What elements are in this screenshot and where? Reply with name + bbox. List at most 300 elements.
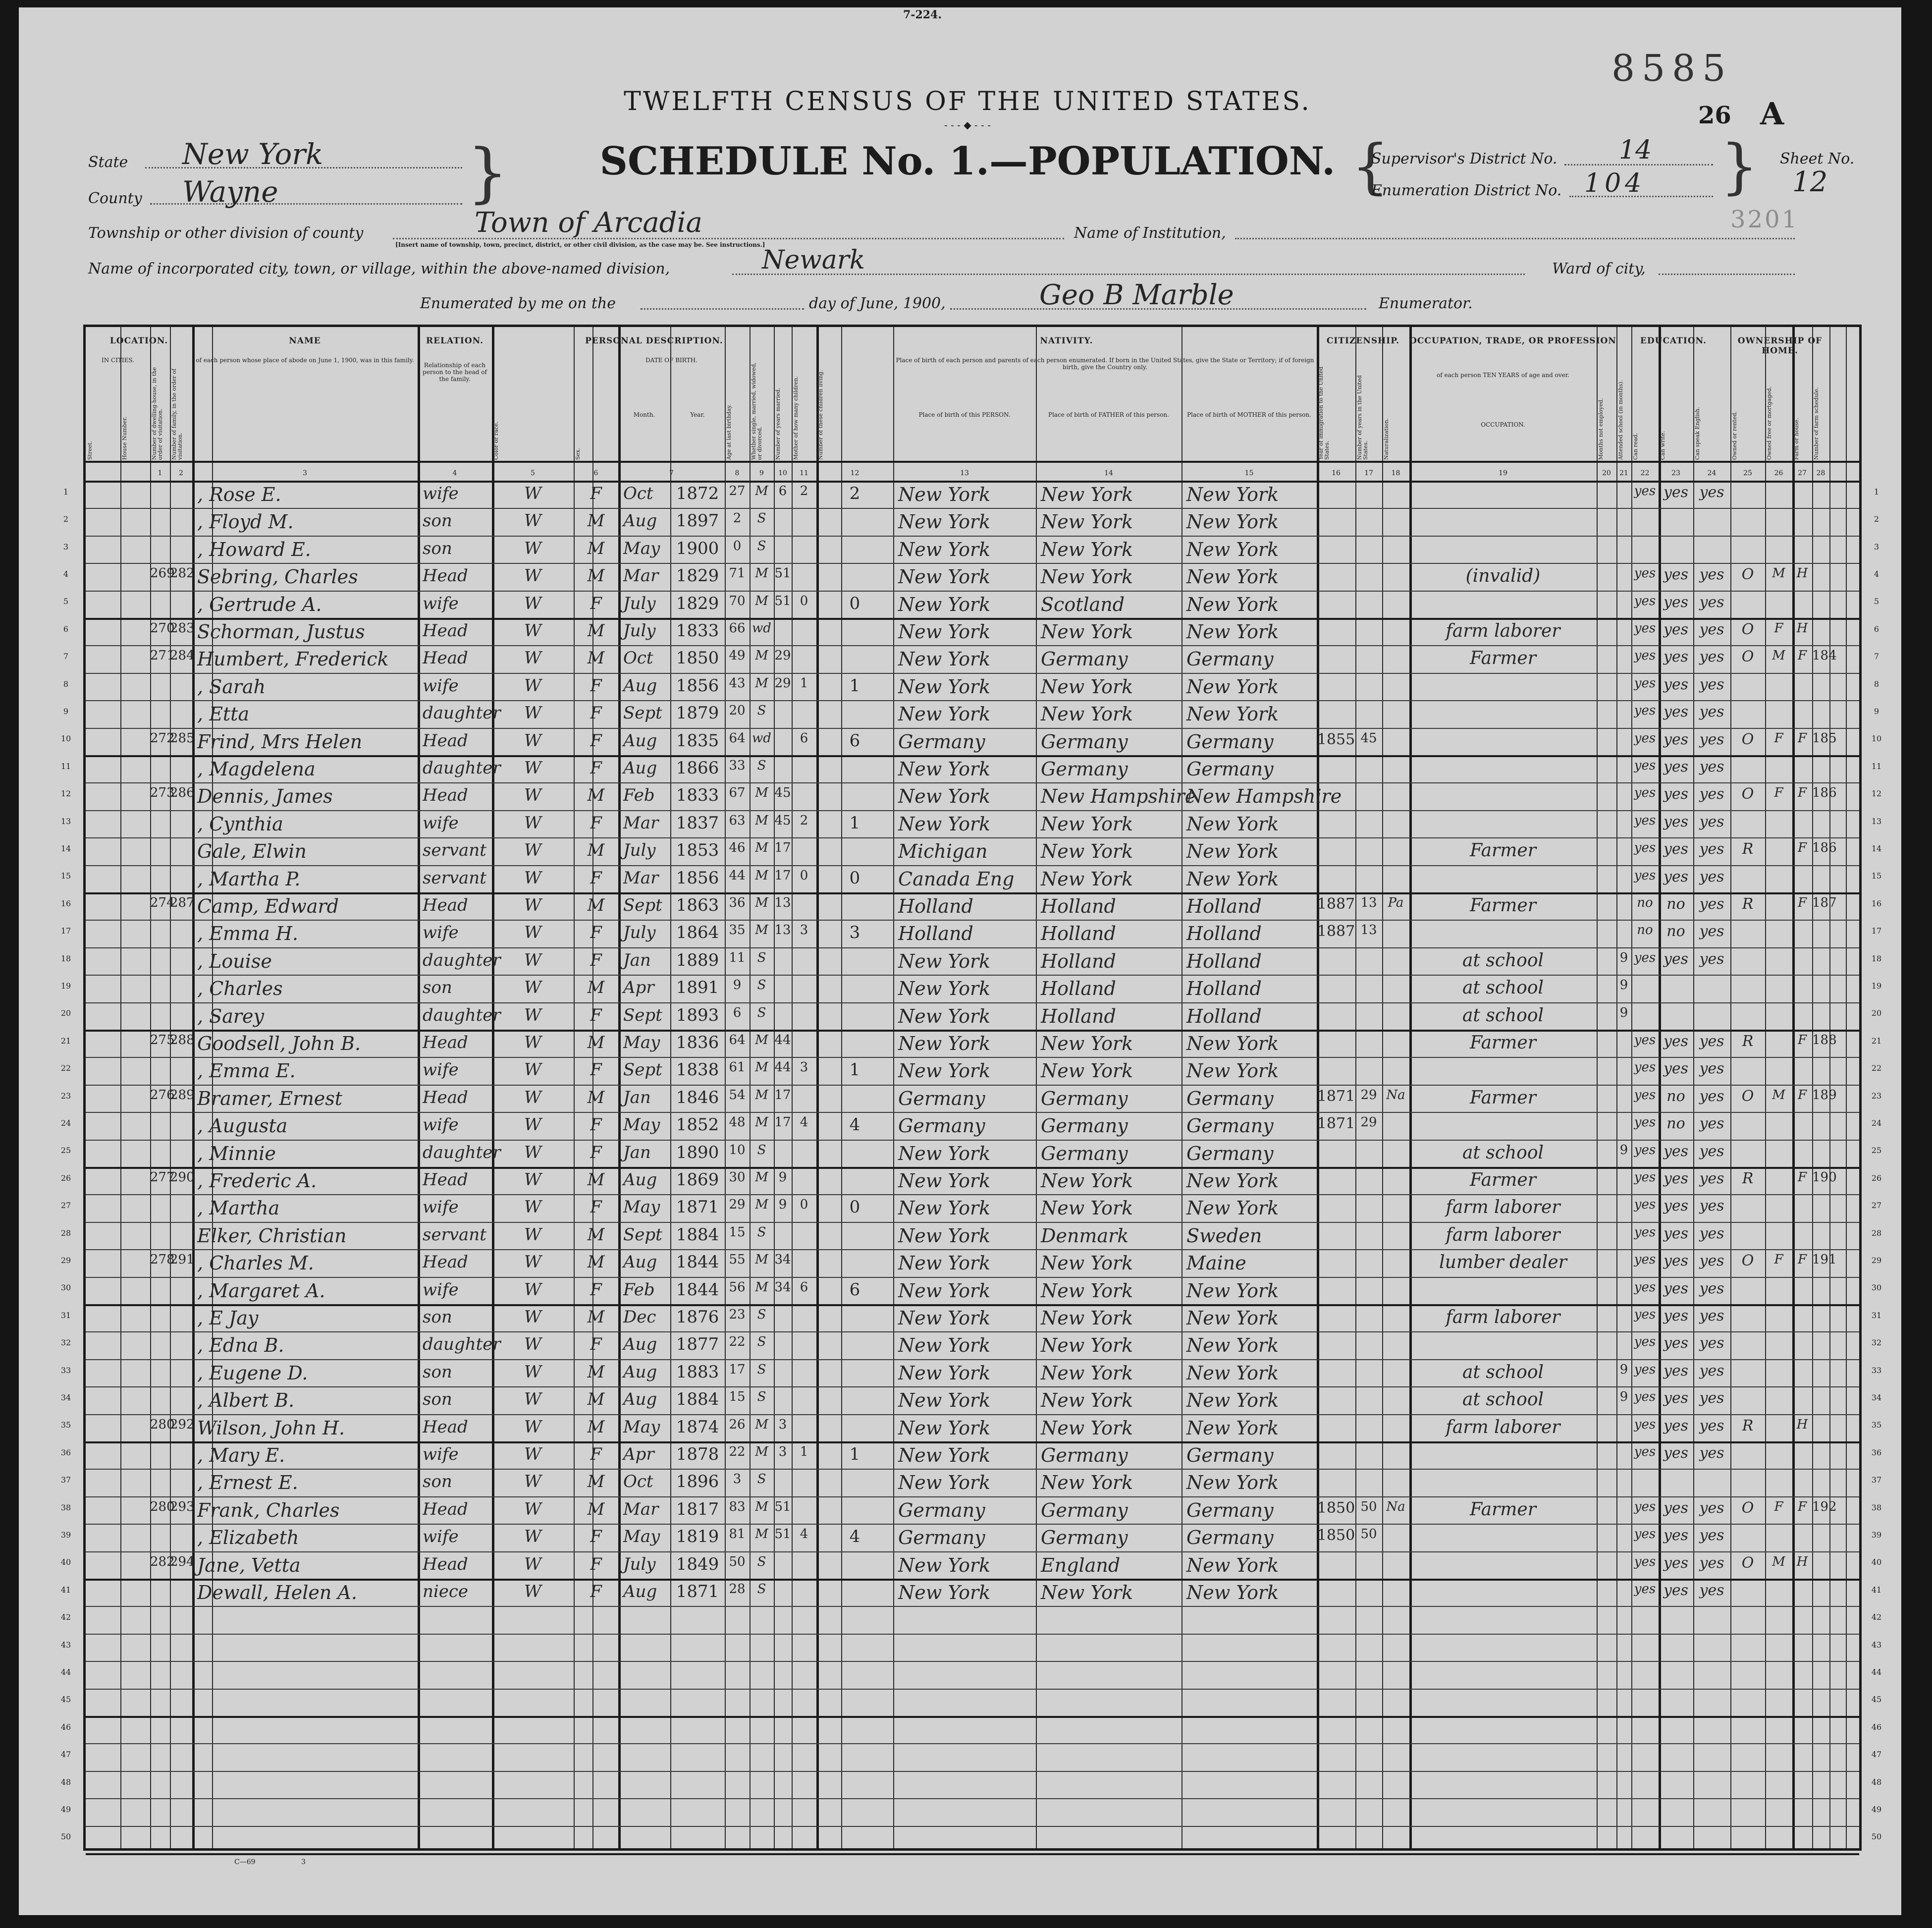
cell-can-speak-english: yes	[1699, 1417, 1724, 1434]
cell-color: W	[524, 703, 541, 723]
row-number-left: 11	[60, 761, 71, 771]
row-number-left: 38	[60, 1502, 71, 1512]
row-number-left: 39	[60, 1530, 71, 1540]
column-rule	[841, 327, 842, 1848]
column-number: 24	[1707, 469, 1717, 477]
row-number-left: 14	[60, 843, 71, 853]
cell-can-write: yes	[1663, 484, 1689, 501]
row-rule	[86, 1002, 1859, 1003]
row-number-left: 44	[60, 1667, 71, 1677]
cell-relation: Head	[423, 1554, 468, 1574]
cell-children-living: 3	[849, 923, 860, 943]
enumeration-label: Enumeration District No.	[1371, 182, 1562, 199]
cell-color: W	[524, 1582, 541, 1601]
column-number: 3	[303, 469, 307, 477]
cell-age: 64	[729, 1033, 746, 1047]
cell-can-write: yes	[1663, 1417, 1689, 1434]
cell-dwelling-number: 280	[150, 1417, 175, 1432]
cell-birthplace: New York	[898, 1417, 991, 1439]
row-rule	[86, 508, 1859, 509]
row-number-right: 3	[1874, 542, 1879, 551]
cell-birth-year: 1893	[676, 1005, 719, 1025]
cell-naturalization: Na	[1386, 1499, 1405, 1514]
cell-person-name: , Etta	[197, 703, 250, 725]
cell-can-read: yes	[1634, 1224, 1656, 1240]
cell-years-in-us: 50	[1360, 1527, 1377, 1542]
cell-free-mortgaged: F	[1774, 1252, 1783, 1267]
cell-mother-of: 2	[800, 813, 808, 828]
cell-can-write: yes	[1663, 1334, 1689, 1352]
pob-person-header: Place of birth of this PERSON.	[918, 411, 1011, 418]
cell-years-married: 44	[774, 1060, 791, 1075]
cell-mother-birthplace: New York	[1186, 1417, 1279, 1439]
cell-relation: wife	[423, 1444, 459, 1464]
cell-owned-rented: O	[1741, 621, 1754, 638]
cell-farm-schedule: 185	[1812, 730, 1837, 746]
cell-can-speak-english: yes	[1699, 1197, 1724, 1215]
years-married-header: Number of years married.	[775, 387, 781, 460]
column-number: 2	[179, 469, 183, 477]
cell-marital-status: M	[755, 566, 768, 581]
cell-can-speak-english: yes	[1699, 1224, 1724, 1242]
cell-mother-birthplace: New York	[1186, 675, 1279, 698]
cell-can-speak-english: yes	[1699, 1170, 1724, 1187]
group-header-nativity: NATIVITY.	[1040, 336, 1093, 346]
cell-immigration-year: 1887	[1317, 923, 1355, 940]
cell-relation: Head	[423, 785, 468, 806]
cell-free-mortgaged: M	[1772, 1087, 1785, 1102]
column-number: 23	[1671, 469, 1680, 477]
cell-birth-year: 1884	[676, 1389, 719, 1410]
census-title: TWELFTH CENSUS OF THE UNITED STATES.	[624, 87, 1311, 116]
cell-years-in-us: 45	[1360, 730, 1377, 746]
cell-occupation: farm laborer	[1446, 1197, 1560, 1218]
cell-occupation: at school	[1462, 978, 1544, 998]
cell-can-write: yes	[1663, 730, 1689, 748]
cell-can-speak-english: yes	[1699, 868, 1724, 885]
cell-mother-birthplace: New Hampshire	[1186, 785, 1342, 808]
cell-sex: F	[590, 1554, 602, 1574]
cell-birth-month: May	[623, 1033, 660, 1052]
schedule-title: SCHEDULE No. 1.—POPULATION.	[599, 139, 1336, 184]
row-number-right: 48	[1871, 1777, 1882, 1787]
cell-birth-month: May	[623, 1197, 660, 1217]
cell-marital-status: M	[755, 484, 768, 498]
cell-birth-year: 1883	[676, 1362, 719, 1382]
can-write-header: Can write.	[1660, 431, 1666, 460]
cell-sex: F	[590, 1279, 602, 1300]
cell-father-birthplace: New York	[1041, 1334, 1133, 1357]
cell-owned-rented: R	[1742, 1417, 1754, 1434]
row-number-right: 13	[1871, 816, 1882, 826]
cell-color: W	[524, 1279, 541, 1300]
column-number: 7	[669, 469, 674, 477]
cell-person-name: , Cynthia	[197, 813, 283, 835]
cell-family-number: 286	[170, 785, 195, 801]
row-rule	[86, 1771, 1859, 1772]
cell-relation: wife	[423, 484, 459, 503]
cell-sex: F	[590, 813, 602, 833]
cell-farm-house: H	[1796, 1554, 1808, 1569]
cell-age: 63	[729, 813, 746, 828]
cell-birth-month: July	[623, 840, 656, 861]
cell-years-married: 51	[774, 1499, 791, 1514]
cell-father-birthplace: Germany	[1041, 1142, 1128, 1164]
cell-birthplace: New York	[898, 950, 991, 972]
cell-mother-birthplace: New York	[1186, 511, 1279, 533]
cell-birth-month: Dec	[623, 1307, 656, 1327]
in-cities-header: IN CITIES.	[101, 357, 135, 364]
row-number-right: 4	[1874, 569, 1879, 579]
cell-marital-status: M	[755, 648, 768, 663]
cell-can-speak-english: yes	[1699, 813, 1724, 830]
cell-sex: F	[590, 593, 602, 613]
cell-birth-year: 1849	[676, 1554, 719, 1574]
cell-farm-schedule: 184	[1812, 648, 1837, 663]
cell-years-in-us: 13	[1360, 895, 1377, 910]
cell-can-write: yes	[1663, 1197, 1689, 1215]
cell-sex: M	[587, 1087, 605, 1107]
cell-can-speak-english: yes	[1699, 1115, 1724, 1133]
row-number-left: 13	[60, 816, 71, 826]
cell-birth-month: Mar	[623, 1499, 659, 1519]
cell-father-birthplace: Holland	[1041, 950, 1116, 972]
cell-years-married: 13	[774, 923, 791, 938]
cell-birth-month: Mar	[623, 868, 659, 888]
cell-birth-year: 1844	[676, 1279, 719, 1300]
cell-mother-of: 1	[800, 675, 808, 691]
township-value: Town of Arcadia	[475, 207, 702, 239]
cell-person-name: Dewall, Helen A.	[197, 1582, 357, 1603]
cell-mother-birthplace: Germany	[1186, 1444, 1274, 1466]
enumerated-day-label: day of June, 1900,	[809, 295, 946, 312]
cell-children-living: 2	[849, 484, 860, 503]
row-rule	[86, 1826, 1859, 1827]
cell-mother-birthplace: New York	[1186, 1472, 1279, 1494]
cell-birth-year: 1871	[676, 1197, 719, 1217]
cell-relation: son	[423, 1307, 452, 1327]
cell-sex: M	[587, 1033, 605, 1052]
cell-birthplace: New York	[898, 511, 991, 533]
cell-can-speak-english: yes	[1699, 1087, 1724, 1105]
cell-father-birthplace: Germany	[1041, 730, 1128, 753]
cell-can-speak-english: yes	[1699, 840, 1724, 858]
cell-birth-year: 1835	[676, 730, 719, 751]
row-rule	[86, 1853, 1859, 1855]
cell-can-read: yes	[1634, 1170, 1656, 1185]
row-rule	[86, 1743, 1859, 1744]
cell-family-number: 294	[170, 1554, 195, 1569]
cell-family-number: 288	[170, 1033, 195, 1047]
owned-rented-header: Owned or rented.	[1731, 411, 1738, 460]
row-number-left: 47	[60, 1750, 71, 1760]
cell-can-read: yes	[1634, 1087, 1656, 1102]
cell-can-write: yes	[1663, 1252, 1689, 1270]
cell-can-speak-english: yes	[1699, 1362, 1724, 1379]
cell-person-name: , Elizabeth	[197, 1527, 299, 1549]
cell-family-number: 293	[170, 1499, 195, 1514]
cell-mother-birthplace: Germany	[1186, 1527, 1274, 1549]
cell-marital-status: M	[755, 1115, 768, 1130]
cell-can-write: no	[1666, 895, 1685, 913]
row-number-left: 41	[60, 1585, 71, 1595]
row-number-left: 4	[63, 569, 69, 579]
cell-birth-month: July	[623, 1554, 656, 1574]
cell-years-married: 44	[774, 1033, 791, 1047]
cell-can-write: yes	[1663, 785, 1689, 803]
cell-sex: M	[587, 648, 605, 668]
date-of-birth-header: DATE OF BIRTH.	[645, 357, 698, 364]
cell-children-living: 4	[849, 1527, 860, 1547]
cell-birth-month: Sept	[623, 1060, 662, 1080]
row-number-right: 21	[1871, 1036, 1882, 1046]
cell-relation: servant	[423, 840, 486, 861]
cell-farm-house: F	[1797, 1170, 1807, 1185]
row-number-left: 20	[60, 1008, 71, 1018]
cell-mother-birthplace: Holland	[1186, 895, 1262, 917]
cell-birth-month: Aug	[623, 758, 657, 778]
cell-birth-year: 1829	[676, 593, 719, 613]
cell-relation: Head	[423, 895, 468, 915]
cell-birth-year: 1897	[676, 511, 719, 531]
row-number-right: 27	[1871, 1201, 1882, 1211]
cell-age: 81	[729, 1527, 746, 1542]
cell-father-birthplace: Scotland	[1041, 593, 1125, 615]
cell-father-birthplace: New York	[1041, 868, 1133, 890]
cell-relation: Head	[423, 1417, 468, 1437]
cell-can-write: yes	[1663, 868, 1689, 885]
cell-age: 43	[729, 675, 746, 691]
township-label: Township or other division of county	[88, 224, 364, 242]
cell-marital-status: S	[757, 978, 766, 993]
cell-birth-year: 1829	[676, 566, 719, 586]
enumeration-value: 104	[1584, 168, 1646, 198]
cell-relation: Head	[423, 730, 468, 751]
row-number-left: 23	[60, 1091, 71, 1101]
cell-color: W	[524, 1527, 541, 1547]
pob-mother-header: Place of birth of MOTHER of this person.	[1187, 411, 1311, 418]
cell-color: W	[524, 1252, 541, 1272]
column-rule	[120, 327, 121, 1848]
cell-mother-birthplace: Germany	[1186, 648, 1274, 670]
cell-can-read: yes	[1634, 1527, 1656, 1542]
cell-age: 28	[729, 1582, 746, 1597]
cell-sex: F	[590, 1527, 602, 1547]
farm-schedule-header: Number of farm schedule.	[1813, 387, 1820, 460]
cell-relation: Head	[423, 566, 468, 586]
row-number-right: 32	[1871, 1338, 1882, 1348]
cell-immigration-year: 1850	[1317, 1527, 1355, 1544]
cell-years-married: 17	[774, 840, 791, 856]
cell-years-married: 45	[774, 785, 791, 801]
cell-years-in-us: 29	[1360, 1115, 1377, 1130]
cell-father-birthplace: New York	[1041, 1033, 1133, 1054]
row-number-right: 15	[1871, 871, 1882, 881]
cell-can-write: yes	[1663, 1444, 1689, 1462]
footer-number: 3	[301, 1858, 306, 1866]
cell-color: W	[524, 895, 541, 915]
cell-can-speak-english: yes	[1699, 1334, 1724, 1352]
cell-years-married: 17	[774, 868, 791, 883]
cell-birth-month: Aug	[623, 1252, 657, 1272]
group-header-ownership: OWNERSHIP OF HOME.	[1737, 336, 1823, 356]
cell-mother-birthplace: New York	[1186, 868, 1279, 890]
cell-marital-status: M	[755, 1279, 768, 1295]
cell-birth-month: Mar	[623, 813, 659, 833]
cell-sex: F	[590, 923, 602, 943]
cell-can-read: yes	[1634, 1307, 1656, 1322]
footer-code: C—69	[234, 1858, 256, 1866]
cell-birthplace: Michigan	[898, 840, 988, 863]
cell-occupation: Farmer	[1470, 1033, 1536, 1053]
cell-birth-month: Aug	[623, 1389, 657, 1410]
cell-birth-month: Apr	[623, 978, 654, 998]
township-note: [Insert name of township, town, precinct, district, or other civil division, as the case may be. See instructions.]	[395, 241, 765, 248]
cell-father-birthplace: New York	[1041, 1472, 1133, 1494]
row-number-left: 49	[60, 1804, 71, 1814]
cell-farm-house: F	[1797, 1087, 1807, 1102]
cell-birthplace: New York	[898, 785, 991, 808]
row-rule	[86, 810, 1859, 811]
cell-years-married: 34	[774, 1279, 791, 1295]
dwelling-header: Number of dwelling-house, in the order of visitation.	[151, 367, 163, 460]
row-number-left: 16	[60, 898, 71, 908]
cell-marital-status: S	[757, 1005, 766, 1020]
cell-age: 35	[729, 923, 746, 938]
cell-can-read: yes	[1634, 621, 1656, 636]
cell-dwelling-number: 271	[150, 648, 175, 663]
cell-mother-birthplace: Germany	[1186, 730, 1274, 753]
cell-color: W	[524, 1499, 541, 1519]
cell-marital-status: M	[755, 895, 768, 910]
cell-free-mortgaged: F	[1774, 621, 1783, 636]
cell-father-birthplace: New Hampshire	[1041, 785, 1196, 808]
row-rule	[86, 1661, 1859, 1662]
row-number-right: 50	[1871, 1832, 1882, 1842]
cell-person-name: Schorman, Justus	[197, 621, 365, 643]
cell-children-living: 0	[849, 868, 860, 888]
cell-marital-status: M	[755, 1499, 768, 1514]
cell-age: 33	[729, 758, 746, 773]
group-header-citizenship: CITIZENSHIP.	[1326, 336, 1400, 346]
cell-birth-year: 1878	[676, 1444, 719, 1464]
cell-person-name: , Emma H.	[197, 923, 298, 945]
cell-relation: son	[423, 1362, 452, 1382]
cell-birthplace: New York	[898, 538, 991, 560]
row-rule	[86, 892, 1859, 894]
cell-can-read: yes	[1634, 566, 1656, 581]
cell-can-write: yes	[1663, 1499, 1689, 1517]
cell-birth-month: Sept	[623, 895, 662, 915]
row-rule	[86, 1085, 1859, 1086]
row-number-right: 8	[1874, 679, 1879, 689]
cell-marital-status: M	[755, 868, 768, 883]
cell-birthplace: Holland	[898, 895, 973, 917]
cell-children-living: 6	[849, 730, 860, 751]
row-rule	[86, 1167, 1859, 1169]
cell-occupation: farm laborer	[1446, 1224, 1560, 1245]
cell-person-name: , Sarah	[197, 675, 266, 698]
cell-can-read: yes	[1634, 1444, 1656, 1459]
cell-family-number: 287	[170, 895, 195, 910]
cell-farm-house: H	[1796, 621, 1808, 636]
cell-sex: M	[587, 1224, 605, 1245]
row-number-right: 37	[1871, 1475, 1882, 1485]
cell-can-read: yes	[1634, 785, 1656, 801]
cell-years-married: 6	[778, 484, 787, 498]
cell-relation: wife	[423, 593, 459, 613]
cell-color: W	[524, 923, 541, 943]
row-number-left: 43	[60, 1640, 71, 1650]
family-header: Number of family, in the order of visitation.	[171, 369, 183, 460]
cell-can-write: no	[1666, 1115, 1685, 1133]
enumerator-signature: Geo B Marble	[1039, 279, 1234, 311]
cell-sex: M	[587, 538, 605, 558]
cell-birth-month: Jan	[623, 1142, 651, 1162]
cell-children-living: 4	[849, 1115, 860, 1135]
cell-dwelling-number: 269	[150, 566, 175, 581]
cell-family-number: 291	[170, 1252, 195, 1267]
row-number-left: 31	[60, 1310, 71, 1320]
form-code: 7-224.	[903, 8, 942, 21]
year-header: Year.	[690, 411, 705, 418]
cell-years-married: 29	[774, 648, 791, 663]
cell-years-married: 29	[774, 675, 791, 691]
cell-marital-status: S	[757, 1362, 766, 1377]
cell-marital-status: M	[755, 1087, 768, 1102]
cell-dwelling-number: 277	[150, 1170, 175, 1185]
cell-birth-month: May	[623, 1527, 660, 1547]
cell-years-in-us: 29	[1360, 1087, 1377, 1102]
row-number-right: 6	[1874, 624, 1879, 634]
column-number: 17	[1364, 469, 1373, 477]
cell-color: W	[524, 1087, 541, 1107]
cell-birth-year: 1869	[676, 1170, 719, 1190]
cell-birth-year: 1838	[676, 1060, 719, 1080]
cell-person-name: , Charles	[197, 978, 283, 1000]
cell-color: W	[524, 1417, 541, 1437]
cell-age: 20	[729, 703, 746, 718]
cell-birth-year: 1891	[676, 978, 719, 998]
cell-relation: wife	[423, 675, 459, 696]
cell-father-birthplace: Germany	[1041, 1115, 1128, 1137]
group-header-name: NAME	[289, 336, 321, 346]
cell-father-birthplace: New York	[1041, 840, 1133, 863]
cell-age: 46	[729, 840, 746, 856]
age-header: Age at last birthday.	[726, 404, 732, 460]
cell-years-married: 9	[778, 1197, 787, 1212]
cell-color: W	[524, 511, 541, 531]
cell-age: 70	[729, 593, 746, 608]
cell-relation: Head	[423, 648, 468, 668]
group-header-occupation: OCCUPATION, TRADE, OR PROFESSION	[1409, 336, 1616, 346]
can-read-header: Can read.	[1632, 433, 1639, 460]
cell-birth-year: 1863	[676, 895, 719, 915]
cell-person-name: Elker, Christian	[197, 1224, 347, 1247]
cell-marital-status: M	[755, 1060, 768, 1075]
cell-owned-rented: O	[1741, 730, 1754, 748]
cell-birthplace: New York	[898, 1389, 991, 1412]
row-rule	[86, 1222, 1859, 1223]
cell-farm-house: F	[1797, 840, 1807, 856]
cell-farm-house: F	[1797, 1252, 1807, 1267]
cell-birthplace: New York	[898, 566, 991, 588]
cell-children-living: 1	[849, 1444, 860, 1464]
cell-birth-month: Sept	[623, 703, 662, 723]
cell-birth-month: Aug	[623, 730, 657, 751]
row-number-left: 6	[63, 624, 69, 634]
cell-occupation: (invalid)	[1465, 566, 1541, 587]
